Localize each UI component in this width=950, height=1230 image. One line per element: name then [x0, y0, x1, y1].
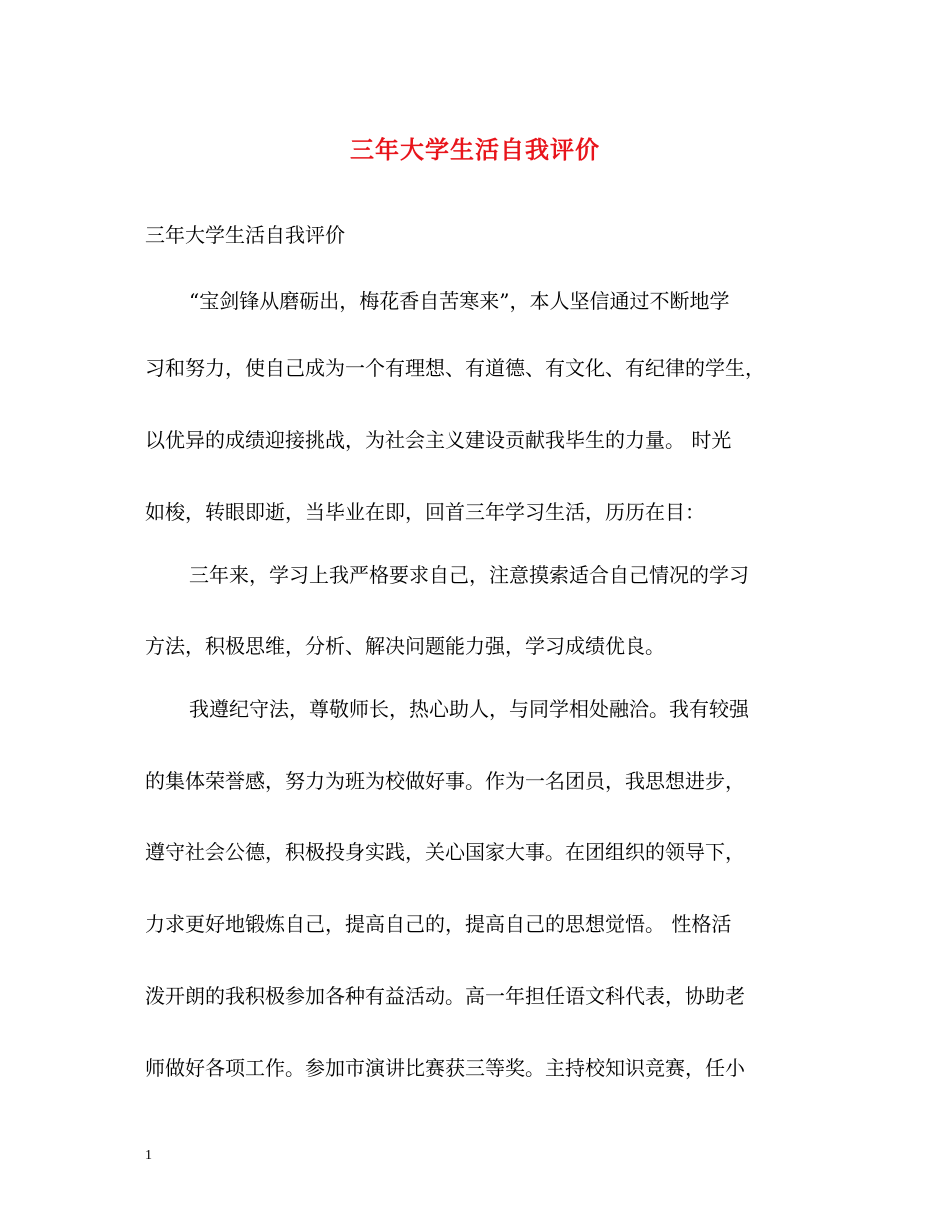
body-line: 方法，积极思维，分析、解决问题能力强，学习成绩优良。	[145, 634, 665, 658]
body-line: 如梭，转眼即逝，当毕业在即，回首三年学习生活，历历在目：	[145, 500, 705, 524]
body-line: 的集体荣誉感，努力为班为校做好事。作为一名团员，我思想进步，	[145, 769, 745, 793]
body-line: 遵守社会公德，积极投身实践，关心国家大事。在团组织的领导下，	[145, 840, 745, 864]
body-line: 以优异的成绩迎接挑战，为社会主义建设贡献我毕生的力量。 时光	[145, 428, 732, 452]
body-line: 力求更好地锻炼自己，提高自己的，提高自己的思想觉悟。 性格活	[145, 912, 732, 936]
body-line: 师做好各项工作。参加市演讲比赛获三等奖。主持校知识竞赛，任小	[145, 1056, 745, 1080]
document-subtitle: 三年大学生活自我评价	[145, 223, 345, 247]
body-line: 泼开朗的我积极参加各种有益活动。高一年担任语文科代表，协助老	[145, 984, 745, 1008]
document-title: 三年大学生活自我评价	[350, 135, 600, 164]
body-line: 我遵纪守法，尊敬师长，热心助人，与同学相处融洽。我有较强	[189, 697, 749, 721]
body-line: 三年来，学习上我严格要求自己，注意摸索适合自己情况的学习	[189, 563, 749, 587]
page-number: 1	[145, 1148, 152, 1163]
body-line: 习和努力，使自己成为一个有理想、有道德、有文化、有纪律的学生，	[145, 356, 765, 380]
body-line: “宝剑锋从磨砺出，梅花香自苦寒来”，本人坚信通过不断地学	[189, 289, 730, 313]
